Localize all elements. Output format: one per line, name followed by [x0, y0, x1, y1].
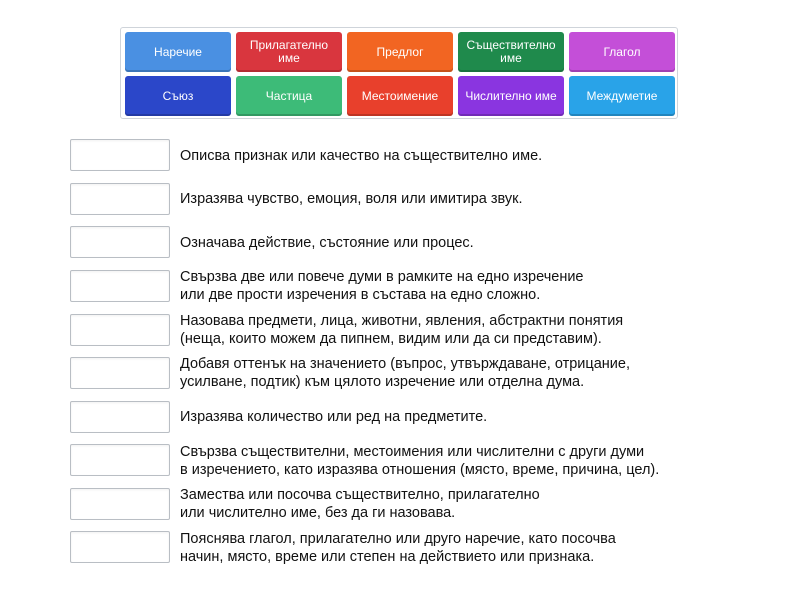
- tile-sayuz[interactable]: Съюз: [125, 76, 231, 116]
- definition-text: Пояснява глагол, прилагателно или друго наречие, като посочва начин, място, време или степен на действието или признака.: [180, 531, 616, 565]
- tile-narechie[interactable]: Наречие: [125, 32, 231, 72]
- tile-mezhdumetie[interactable]: Междуметие: [569, 76, 675, 116]
- answer-drop-box[interactable]: [70, 183, 170, 215]
- answer-drop-box[interactable]: [70, 488, 170, 520]
- definition-text: Назовава предмети, лица, животни, явления, абстрактни понятия (неща, които можем да пипнем, видим или да си представим).: [180, 313, 624, 347]
- tile-chastica[interactable]: Частица: [236, 76, 342, 116]
- tile-chislitelno-ime[interactable]: Числително име: [458, 76, 564, 116]
- answer-drop-box[interactable]: [70, 139, 170, 171]
- answer-drop-box[interactable]: [70, 270, 170, 302]
- definition-text: Замества или посочва съществително, прилагателно или числително име, без да ги назовава.: [180, 487, 540, 521]
- answer-drop-box[interactable]: [70, 401, 170, 433]
- definition-text: Свързва две или повече думи в рамките на едно изречение или две прости изречения в състава на едно сложно.: [180, 269, 584, 303]
- definition-text: Означава действие, състояние или процес.: [180, 235, 474, 251]
- definition-text: Свързва съществителни, местоимения или числителни с други думи в изречението, като изразява отношения (място, време, причина, цел).: [180, 444, 660, 478]
- definition-text: Добавя оттенък на значението (въпрос, утвърждаване, отрицание, усилване, подтик) към цялото изречение или отделна дума.: [180, 356, 630, 390]
- tile-sashtestvitelno-ime[interactable]: Съществително име: [458, 32, 564, 72]
- definition-text: Изразява чувство, емоция, воля или имитира звук.: [180, 191, 523, 207]
- tile-predlog[interactable]: Предлог: [347, 32, 453, 72]
- answer-drop-box[interactable]: [70, 314, 170, 346]
- answer-drop-box[interactable]: [70, 444, 170, 476]
- tile-prilagatelno-ime[interactable]: Прилагателно име: [236, 32, 342, 72]
- definition-text: Описва признак или качество на съществително име.: [180, 148, 543, 164]
- word-bank: [120, 27, 678, 119]
- tile-mestoimenie[interactable]: Местоимение: [347, 76, 453, 116]
- tile-glagol[interactable]: Глагол: [569, 32, 675, 72]
- answer-drop-box[interactable]: [70, 226, 170, 258]
- definition-text: Изразява количество или ред на предметите.: [180, 409, 488, 425]
- answer-drop-box[interactable]: [70, 357, 170, 389]
- answer-drop-box[interactable]: [70, 531, 170, 563]
